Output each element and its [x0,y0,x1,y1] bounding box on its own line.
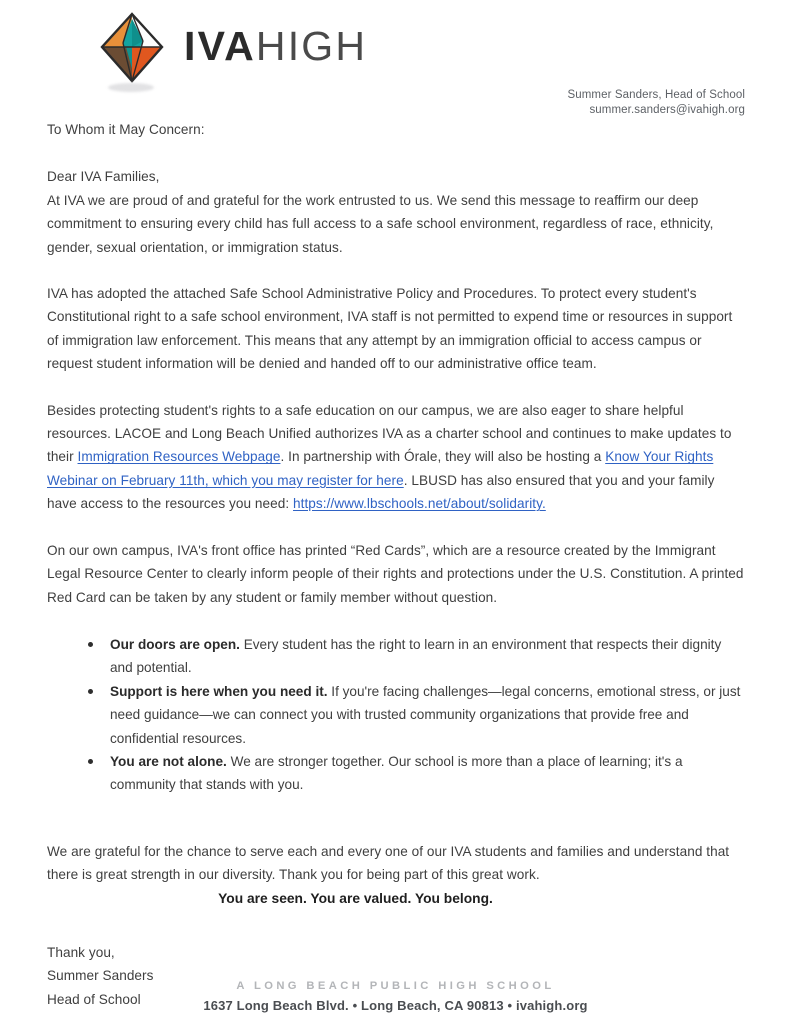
list-item [47,750,744,797]
letterhead [0,0,791,118]
paragraph-4-red-cards: On our own campus, IVA's front office has printed “Red Cards”, which are a resource created by the Immigrant Legal Resource Center to clearly inform people of their rights and protections under the U.S. Constitution. A printed Red Card can be taken by any student or family member without question. [47,542,744,605]
paragraph-3-resources [47,399,744,516]
bullet-lead: Our doors are open. [110,636,240,652]
ivahigh-diamond-icon [96,9,168,93]
bullet-text: If you're facing challenges—legal concerns, emotional stress, or just need guidance—we can connect you with trusted community organizations that provide free and confidential resources. [110,683,741,746]
para3-text-1: Besides protecting student's rights to a safe education on our campus, we are also eager to share helpful resources. LACOE and Long Beach Unified authorizes IVA as a charter school and continues to make updates to their [47,402,732,465]
letter-body [47,118,744,1011]
bullet-dot-icon [88,759,93,764]
salutation: Dear IVA Families, [47,169,160,185]
commitments-list [47,633,744,797]
bullet-dot-icon [88,642,93,647]
link-immigration-resources-webpage[interactable]: Immigration Resources Webpage [77,449,281,465]
list-item [47,633,744,680]
sender-name-title: Summer Sanders, Head of School [567,89,745,101]
concern-line: To Whom it May Concern: [47,122,205,137]
list-item [47,680,744,750]
footer-tagline: A LONG BEACH PUBLIC HIGH SCHOOL [236,980,555,992]
paragraph-2: IVA has adopted the attached Safe School Administrative Policy and Procedures. To protect every student's Constitutional right to a safe school environment, IVA staff is not permitted to expend time or resources in support of immigration law enforcement. This means that any attempt by an immigration official to access campus or request student information will be denied and handed off to our administrative office team. [47,286,733,372]
wordmark-iva: IVA [184,22,256,69]
signoff-name: Summer Sanders [47,968,154,984]
footer-address: 1637 Long Beach Blvd. • Long Beach, CA 90813 • ivahigh.org [203,998,588,1013]
school-logo [96,4,374,98]
bullet-text: We are stronger together. Our school is more than a place of learning; it's a community that stands with you. [110,753,683,793]
school-wordmark [184,22,368,69]
closing-tagline: You are seen. You are valued. You belong. [218,890,493,906]
signoff-thanks: Thank you, [47,944,115,960]
page-footer [0,978,791,1016]
bullet-lead: You are not alone. [110,753,227,769]
para3-text-3: . LBUSD has also ensured that you and your family have access to the resources you need: [47,472,715,512]
bullet-text: Every student has the right to learn in an environment that respects their dignity and potential. [110,636,722,676]
paragraph-1: At IVA we are proud of and grateful for the work entrusted to us. We send this message to reaffirm our deep commitment to ensuring every child has full access to a safe school environment, regardless of race, ethnicity, gender, sexual orientation, or immigration status. [47,192,714,255]
signoff-title: Head of School [47,991,141,1007]
sender-email: summer.sanders@ivahigh.org [589,104,745,116]
wordmark-high: HIGH [255,22,368,69]
sender-contact-block [567,88,745,118]
paragraph-5-closing: We are grateful for the chance to serve each and every one of our IVA students and families and understand that there is great strength in our diversity. Thank you for being part of this great work. [47,843,730,883]
link-lbschools-solidarity[interactable]: https://www.lbschools.net/about/solidarity. [293,496,546,512]
bullet-dot-icon [88,689,93,694]
logo-drop-shadow [108,83,154,92]
bullet-lead: Support is here when you need it. [110,683,328,699]
link-know-your-rights-webinar[interactable]: Know Your Rights Webinar on February 11th, which you may register for here [47,449,714,488]
para3-text-2: . In partnership with Órale, they will also be hosting a [280,449,606,465]
